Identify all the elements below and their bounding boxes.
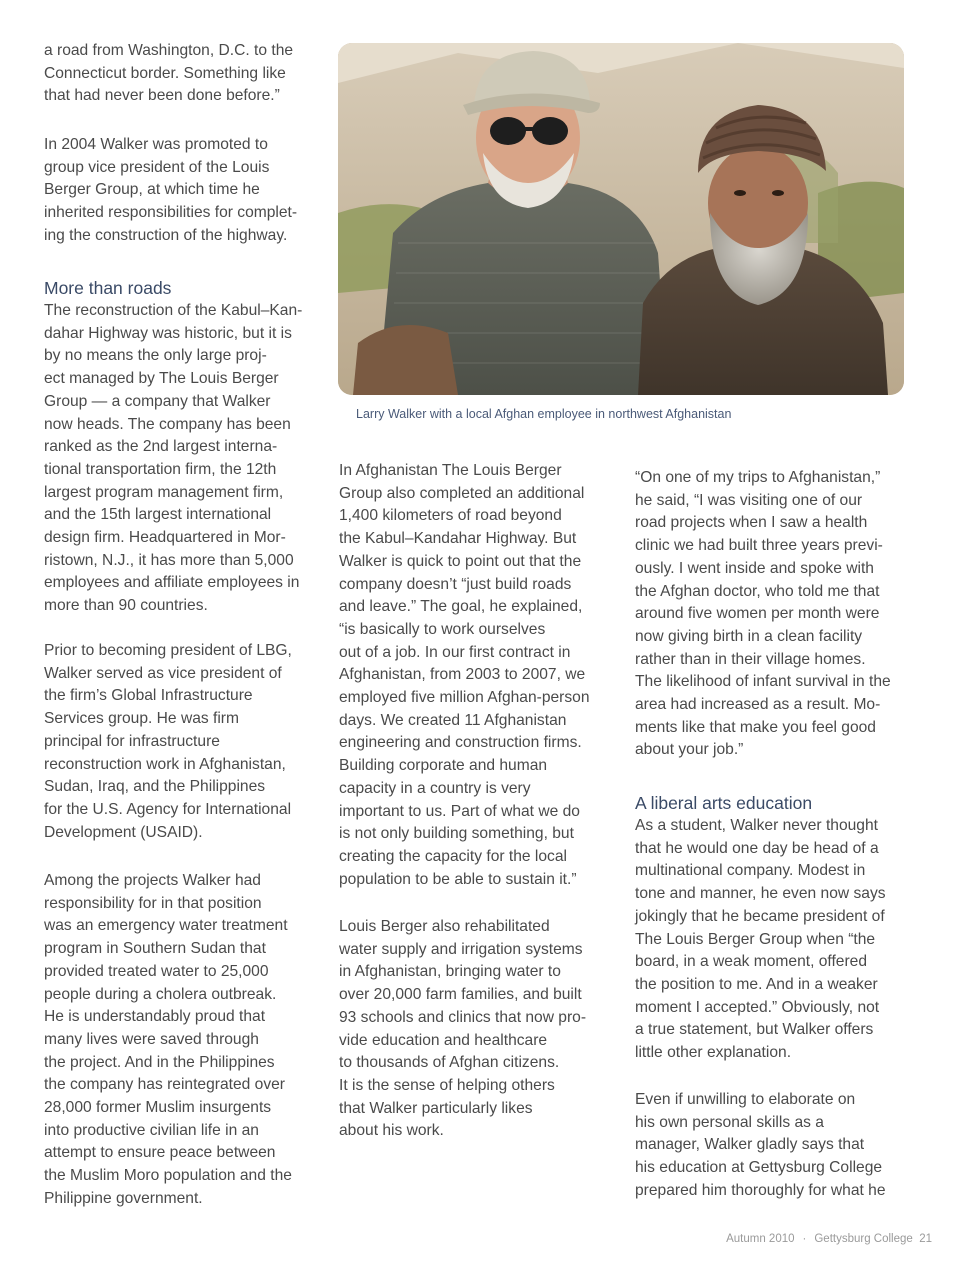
footer-page-number: 21 — [919, 1233, 932, 1245]
right-paragraph-3: Even if unwilling to elaborate on his own personal skills as a manager, Walker gladly says that his education at Gettysburg College prepared him thoroughly for what he — [635, 1091, 886, 1199]
page-footer — [726, 1233, 932, 1245]
section-heading-more-than-roads: More than roads — [44, 278, 172, 298]
section-heading-liberal-arts: A liberal arts education — [635, 793, 813, 813]
left-paragraph-3: The reconstruction of the Kabul–Kan- dahar Highway was historic, but it is by no means the only large proj- ect managed by The Louis Berger Group — a company that Walker now heads. The company has been ranked as the 2nd largest interna- tional transportation firm, the 12th largest program management firm, and the 15th largest international design firm. Headquartered in Mor- ristown, N.J., it has more than 5,000 employees and affiliate employees in more than 90 countries. — [44, 302, 303, 615]
photo-caption: Larry Walker with a local Afghan employee in northwest Afghanistan — [356, 407, 732, 421]
right-paragraph-1: “On one of my trips to Afghanistan,” he said, “I was visiting one of our road projects when I saw a health clinic we had built three years previ- ously. I went inside and spoke with the Afghan doctor, who told me that around five women per month were now giving birth in a clean facility rather than in their village homes. The likelihood of infant survival in the area had increased as a result. Mo- ments like that make you feel good about your job.” — [635, 469, 891, 759]
footer-season: Autumn 2010 — [726, 1233, 795, 1245]
middle-paragraph-2: Louis Berger also rehabilitated water supply and irrigation systems in Afghanistan, bringing water to over 20,000 farm families, and built 93 schools and clinics that now pro- vide education and healthcare to thousands of Afghan citizens. It is the sense of helping others that Walker particularly likes about his work. — [339, 918, 587, 1140]
footer-publication: Gettysburg College — [814, 1233, 913, 1245]
middle-paragraph-1: In Afghanistan The Louis Berger Group also completed an additional 1,400 kilometers of road beyond the Kabul–Kandahar Highway. But Walker is quick to point out that the company doesn’t “just build roads and leave.” The goal, he explained, “is basically to work ourselves out of a job. In our first contract in Afghanistan, from 2003 to 2007, we employed five million Afghan-person days. We created 11 Afghanistan engineering and construction firms. Building corporate and human capacity in a country is very important to us. Part of what we do is not only building something, but creating the capacity for the local population to be able to sustain it.” — [339, 462, 590, 888]
footer-separator: · — [802, 1233, 807, 1245]
left-paragraph-4: Prior to becoming president of LBG, Walker served as vice president of the firm’s Global Infrastructure Services group. He was firm principal for infrastructure reconstruction work in Afghanistan, Sudan, Iraq, and the Philippines for the U.S. Agency for International Development (USAID). — [44, 642, 292, 841]
photo-illustration — [338, 43, 904, 395]
left-paragraph-2: In 2004 Walker was promoted to group vice president of the Louis Berger Group, at which time he inherited responsibilities for complet- ing the construction of the highway. — [44, 136, 298, 244]
feature-photo — [338, 43, 904, 395]
left-paragraph-1: a road from Washington, D.C. to the Connecticut border. Something like that had never been done before.” — [44, 42, 294, 105]
left-paragraph-5: Among the projects Walker had responsibility for in that position was an emergency water treatment program in Southern Sudan that provided treated water to 25,000 people during a cholera outbreak. He is understandably proud that many lives were saved through the project. And in the Philippines the company has reintegrated over 28,000 former Muslim insurgents into productive civilian life in an attempt to ensure peace between the Muslim Moro population and the Philippine government. — [44, 872, 292, 1207]
right-paragraph-2: As a student, Walker never thought that he would one day be head of a multinational company. Modest in tone and manner, he even now says jokingly that he became president of The Louis Berger Group when “the board, in a weak moment, offered the position to me. And in a weaker moment I accepted.” Obviously, not a true statement, but Walker offers little other explanation. — [635, 817, 886, 1062]
